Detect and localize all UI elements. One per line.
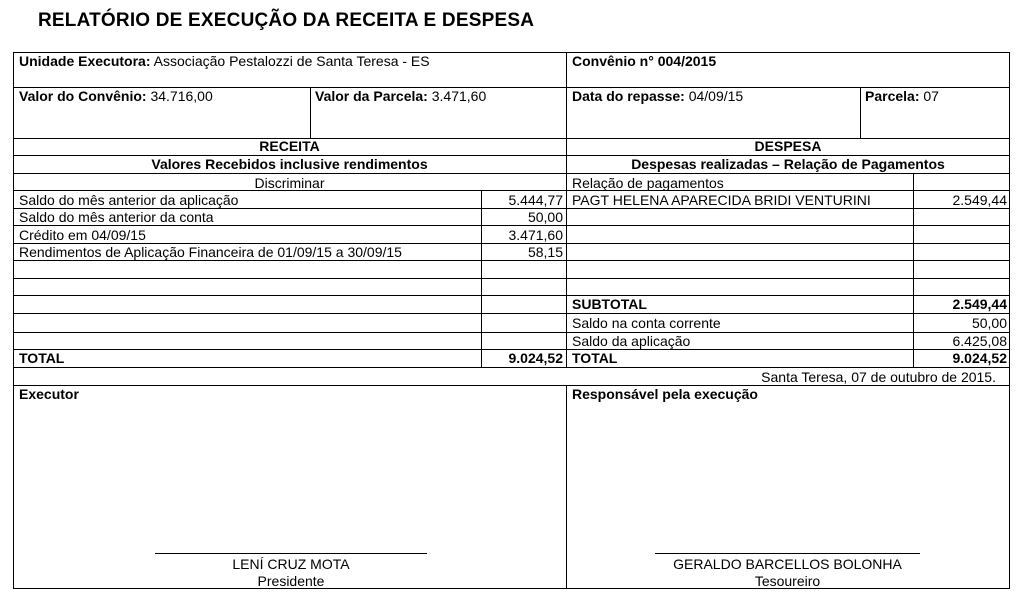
row-divider bbox=[13, 313, 1010, 314]
despesa-subtitle: Despesas realizadas – Relação de Pagamentos bbox=[631, 156, 945, 172]
signatory-1-role: Presidente bbox=[257, 573, 325, 589]
despesa-title: DESPESA bbox=[754, 138, 822, 154]
receita-row-label: Saldo do mês anterior da aplicação bbox=[19, 192, 239, 208]
row-divider bbox=[13, 225, 1010, 226]
column-divider bbox=[860, 87, 861, 138]
receita-title: RECEITA bbox=[259, 138, 320, 154]
row-divider bbox=[13, 278, 1010, 279]
signatory-1-name: LENÍ CRUZ MOTA bbox=[232, 556, 350, 572]
row-divider bbox=[13, 295, 1010, 296]
despesa-row-value: 2.549,44 bbox=[952, 192, 1007, 208]
receita-row-label: Saldo do mês anterior da conta bbox=[19, 209, 214, 225]
row-divider bbox=[13, 385, 1010, 386]
despesa-total-label: TOTAL bbox=[572, 350, 618, 366]
saldo-aplicacao-label: Saldo da aplicação bbox=[572, 333, 691, 349]
row-divider bbox=[13, 260, 1010, 261]
receita-col-header: Discriminar bbox=[254, 175, 325, 191]
receita-row-label: Rendimentos de Aplicação Financeira de 01/09/15 a 30/09/15 bbox=[19, 244, 402, 260]
despesa-total-value: 9.024,52 bbox=[952, 350, 1007, 366]
signatory-2-role: Tesoureiro bbox=[754, 573, 821, 589]
parcela-value: 07 bbox=[923, 88, 939, 104]
signature-line bbox=[155, 553, 427, 554]
row-divider bbox=[13, 173, 1010, 174]
parcela bbox=[865, 88, 939, 104]
receita-row-value: 3.471,60 bbox=[508, 227, 563, 243]
saldo-conta-label: Saldo na conta corrente bbox=[572, 315, 721, 331]
receita-row-value: 58,15 bbox=[527, 244, 563, 260]
convenio-number: Convênio n° 004/2015 bbox=[572, 53, 717, 69]
row-divider bbox=[13, 332, 1010, 333]
row-divider bbox=[13, 367, 1010, 368]
subtotal-label: SUBTOTAL bbox=[572, 296, 647, 312]
receita-subtitle: Valores Recebidos inclusive rendimentos bbox=[151, 156, 428, 172]
column-divider bbox=[310, 87, 311, 138]
column-divider bbox=[566, 52, 567, 367]
receita-row-label: Crédito em 04/09/15 bbox=[19, 227, 146, 243]
data-repasse bbox=[572, 88, 743, 104]
valor-convenio bbox=[19, 88, 213, 104]
signatory-2-name: GERALDO BARCELLOS BOLONHA bbox=[673, 556, 902, 572]
receita-row-value: 50,00 bbox=[527, 209, 563, 225]
receita-total-value: 9.024,52 bbox=[508, 350, 563, 366]
receita-total-label: TOTAL bbox=[19, 350, 65, 366]
valor-parcela bbox=[315, 88, 486, 104]
place-date: Santa Teresa, 07 de outubro de 2015. bbox=[761, 369, 996, 385]
saldo-conta-value: 50,00 bbox=[971, 315, 1007, 331]
data-repasse-label: Data do repasse: bbox=[572, 88, 685, 104]
subtotal-value: 2.549,44 bbox=[952, 296, 1007, 312]
column-divider bbox=[566, 385, 567, 589]
unidade-value: Associação Pestalozzi de Santa Teresa - ES bbox=[153, 53, 430, 69]
despesa-row-label: PAGT HELENA APARECIDA BRIDI VENTURINI bbox=[572, 192, 871, 208]
saldo-aplicacao-value: 6.425,08 bbox=[952, 333, 1007, 349]
valor-convenio-label: Valor do Convênio: bbox=[19, 88, 147, 104]
responsavel-label: Responsável pela execução bbox=[572, 386, 758, 402]
valor-parcela-label: Valor da Parcela: bbox=[315, 88, 428, 104]
despesa-col-header: Relação de pagamentos bbox=[572, 175, 724, 191]
unidade-executora bbox=[19, 53, 430, 69]
data-repasse-value: 04/09/15 bbox=[688, 88, 744, 104]
signature-line bbox=[655, 553, 920, 554]
valor-convenio-value: 34.716,00 bbox=[150, 88, 213, 104]
receita-row-value: 5.444,77 bbox=[508, 192, 563, 208]
parcela-label: Parcela: bbox=[865, 88, 920, 104]
executor-label: Executor bbox=[19, 386, 79, 402]
report-title: RELATÓRIO DE EXECUÇÃO DA RECEITA E DESPESA bbox=[38, 10, 535, 31]
unidade-label: Unidade Executora: bbox=[19, 53, 151, 69]
valor-parcela-value: 3.471,60 bbox=[431, 88, 487, 104]
